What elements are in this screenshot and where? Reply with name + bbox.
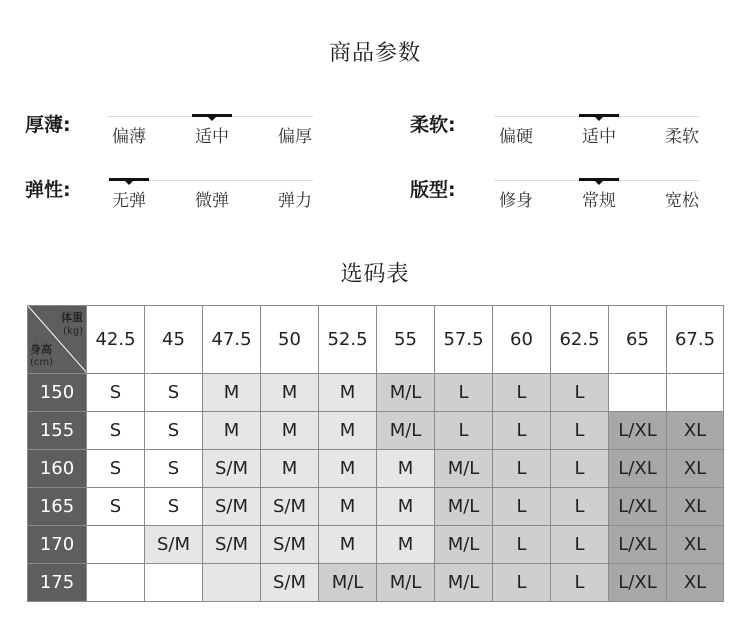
size-cell: S	[145, 412, 203, 450]
fit-option: 修身	[499, 191, 533, 211]
size-cell: M	[203, 412, 261, 450]
size-cell: M/L	[435, 526, 493, 564]
size-cell: M/L	[377, 412, 435, 450]
size-cell: M	[319, 450, 377, 488]
softness-option: 偏硬	[499, 127, 533, 147]
size-cell: M	[319, 412, 377, 450]
size-cell: M	[377, 488, 435, 526]
size-cell: M	[261, 374, 319, 412]
weight-header-cell: 67.5	[667, 306, 724, 374]
elasticity-label: 弹性:	[25, 179, 71, 201]
size-cell: S	[145, 450, 203, 488]
elasticity-selected-marker	[109, 178, 149, 181]
height-header-cell: 155	[28, 412, 87, 450]
size-cell: L	[551, 488, 609, 526]
size-cell: S/M	[203, 488, 261, 526]
weight-header-cell: 45	[145, 306, 203, 374]
size-cell	[145, 564, 203, 602]
thickness-label: 厚薄:	[25, 114, 71, 136]
elasticity-scale	[107, 178, 313, 218]
weight-header-cell: 55	[377, 306, 435, 374]
size-cell: S	[87, 488, 145, 526]
size-cell: S/M	[203, 526, 261, 564]
size-cell: L	[551, 526, 609, 564]
size-cell: L	[493, 374, 551, 412]
size-cell: M/L	[435, 488, 493, 526]
weight-header-cell: 60	[493, 306, 551, 374]
weight-header-cell: 42.5	[87, 306, 145, 374]
size-cell: S	[87, 412, 145, 450]
size-cell: XL	[667, 450, 724, 488]
size-cell: XL	[667, 564, 724, 602]
table-row	[28, 526, 724, 564]
weight-header-cell: 47.5	[203, 306, 261, 374]
fit-selected-marker	[579, 178, 619, 181]
size-cell: S/M	[261, 564, 319, 602]
fit-option: 宽松	[665, 191, 699, 211]
weight-header-cell: 57.5	[435, 306, 493, 374]
size-chart-title: 选码表	[340, 262, 410, 287]
softness-option: 适中	[582, 127, 616, 147]
elasticity-option: 弹力	[278, 191, 312, 211]
weight-unit-label: (kg)	[63, 326, 83, 337]
size-cell	[87, 526, 145, 564]
fit-scale	[494, 178, 700, 218]
height-header-cell: 160	[28, 450, 87, 488]
size-cell: L	[551, 564, 609, 602]
table-row	[28, 412, 724, 450]
height-header-cell: 170	[28, 526, 87, 564]
fit-option: 常规	[582, 191, 616, 211]
size-cell: XL	[667, 526, 724, 564]
height-header-cell: 150	[28, 374, 87, 412]
thickness-option: 偏厚	[278, 127, 312, 147]
thickness-option: 偏薄	[112, 127, 146, 147]
weight-header-cell: 62.5	[551, 306, 609, 374]
size-cell: M/L	[319, 564, 377, 602]
fit-label: 版型:	[410, 179, 456, 201]
thickness-option: 适中	[195, 127, 229, 147]
table-row	[28, 564, 724, 602]
softness-option: 柔软	[665, 127, 699, 147]
size-cell: M/L	[435, 450, 493, 488]
size-cell: L	[493, 488, 551, 526]
product-params-title: 商品参数	[328, 41, 421, 66]
size-cell: L/XL	[609, 412, 667, 450]
size-cell: M/L	[435, 564, 493, 602]
size-cell: S/M	[261, 526, 319, 564]
size-cell: M/L	[377, 374, 435, 412]
size-cell: L/XL	[609, 450, 667, 488]
size-cell: S	[87, 450, 145, 488]
size-cell: L	[493, 412, 551, 450]
size-cell: M	[377, 526, 435, 564]
size-cell: L	[493, 564, 551, 602]
size-cell	[203, 564, 261, 602]
size-cell: S/M	[261, 488, 319, 526]
size-chart-table	[27, 305, 724, 602]
size-cell: S/M	[145, 526, 203, 564]
size-cell: L/XL	[609, 564, 667, 602]
height-header-cell: 175	[28, 564, 87, 602]
size-cell: M	[319, 526, 377, 564]
size-cell	[87, 564, 145, 602]
size-cell: M	[203, 374, 261, 412]
size-cell: S	[145, 488, 203, 526]
weight-header-cell: 65	[609, 306, 667, 374]
size-cell: L/XL	[609, 488, 667, 526]
size-cell: M	[377, 450, 435, 488]
table-row	[28, 488, 724, 526]
softness-label: 柔软:	[410, 114, 456, 136]
size-cell: S	[145, 374, 203, 412]
elasticity-option: 无弹	[112, 191, 146, 211]
thickness-selected-marker	[192, 114, 232, 117]
weight-axis-label: 体重	[61, 311, 83, 324]
size-cell: M	[261, 412, 319, 450]
weight-header-row	[28, 306, 724, 374]
size-cell: M	[319, 488, 377, 526]
size-cell: S/M	[203, 450, 261, 488]
height-header-cell: 165	[28, 488, 87, 526]
thickness-scale	[107, 114, 313, 154]
height-unit-label: (cm)	[30, 357, 54, 368]
size-cell: L	[435, 412, 493, 450]
size-cell: L	[435, 374, 493, 412]
size-cell	[667, 374, 724, 412]
softness-selected-marker	[579, 114, 619, 117]
table-corner-cell	[28, 306, 87, 374]
size-cell: M	[261, 450, 319, 488]
size-cell: L	[551, 450, 609, 488]
size-cell: S	[87, 374, 145, 412]
size-cell	[609, 374, 667, 412]
size-cell: XL	[667, 488, 724, 526]
table-row	[28, 450, 724, 488]
elasticity-option: 微弹	[195, 191, 229, 211]
size-cell: M	[319, 374, 377, 412]
softness-scale	[494, 114, 700, 154]
weight-header-cell: 50	[261, 306, 319, 374]
size-cell: L	[551, 412, 609, 450]
weight-header-cell: 52.5	[319, 306, 377, 374]
size-cell: L/XL	[609, 526, 667, 564]
size-cell: L	[493, 526, 551, 564]
table-row	[28, 374, 724, 412]
height-axis-label: 身高	[30, 343, 52, 356]
size-cell: L	[551, 374, 609, 412]
size-cell: M/L	[377, 564, 435, 602]
size-cell: XL	[667, 412, 724, 450]
size-cell: L	[493, 450, 551, 488]
